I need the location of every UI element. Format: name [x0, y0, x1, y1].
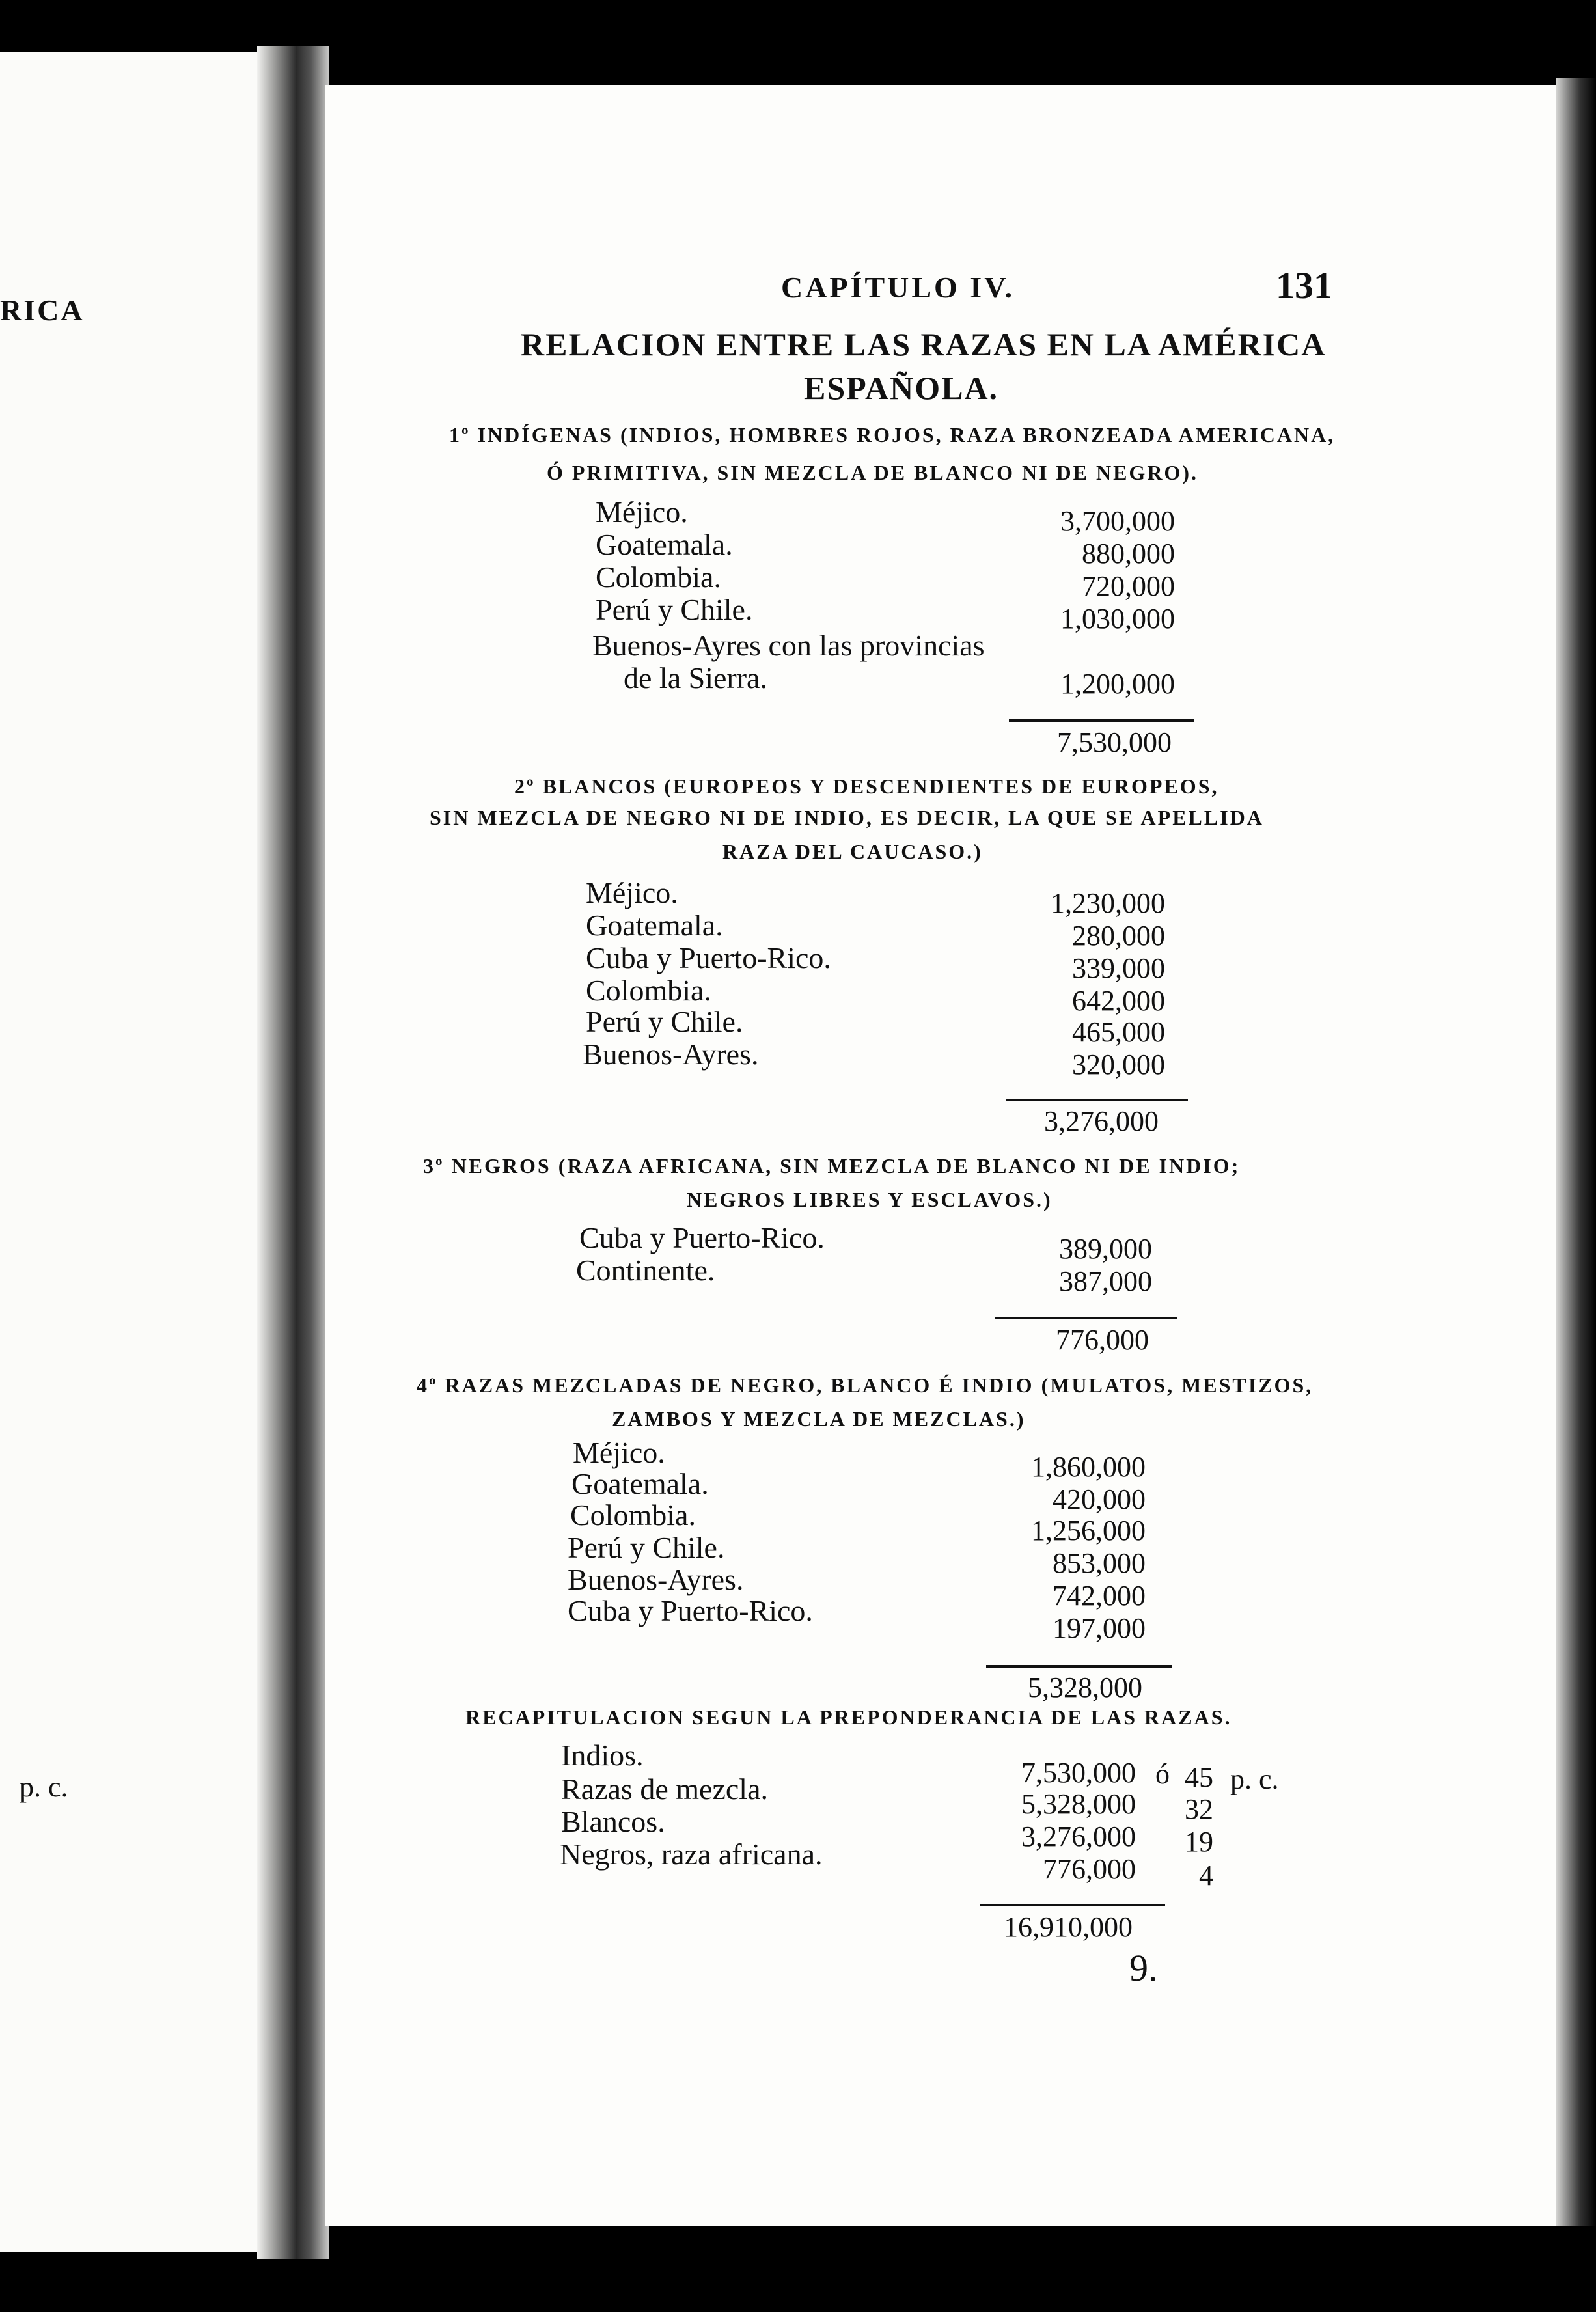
- sum-rule: [1009, 719, 1194, 722]
- book-gutter: [257, 46, 329, 2259]
- page-edge: [1556, 78, 1596, 2226]
- sum-rule: [986, 1665, 1172, 1668]
- recap-percent: 4: [1199, 1860, 1213, 1892]
- table-row-value: 1,860,000: [1031, 1451, 1146, 1483]
- sum-rule: [1006, 1099, 1188, 1101]
- previous-page-title-fragment: RICA: [0, 294, 85, 327]
- section-total: 776,000: [1056, 1324, 1149, 1356]
- table-row-value: 1,200,000: [1060, 668, 1175, 700]
- table-row-value: 642,000: [1072, 985, 1165, 1017]
- table-row-label: Méjico.: [596, 495, 688, 529]
- table-row-value: 853,000: [1053, 1547, 1146, 1579]
- recap-row-value: 3,276,000: [1021, 1821, 1136, 1852]
- recap-heading: RECAPITULACION SEGUN LA PREPONDERANCIA DE LAS RAZAS.: [465, 1705, 1232, 1729]
- table-row-value: 465,000: [1072, 1016, 1165, 1048]
- recap-conjunction: ó: [1155, 1758, 1170, 1790]
- table-row-label: Cuba y Puerto-Rico.: [568, 1594, 813, 1627]
- section-2-heading: RAZA DEL CAUCASO.): [722, 840, 983, 863]
- table-row-label: Goatemala.: [571, 1467, 709, 1500]
- recap-row-label: Indios.: [561, 1739, 644, 1772]
- section-4-heading: 4º RAZAS MEZCLADAS DE NEGRO, BLANCO É INDIO (MULATOS, MESTIZOS,: [417, 1373, 1314, 1397]
- table-row-value: 280,000: [1072, 920, 1165, 952]
- page-title-line2: ESPAÑOLA.: [804, 370, 999, 406]
- table-row-label: Buenos-Ayres.: [583, 1038, 759, 1071]
- table-row-label: Continente.: [576, 1254, 715, 1287]
- table-row-label: Méjico.: [586, 876, 678, 909]
- recap-percent: 45: [1185, 1761, 1213, 1793]
- recap-row-value: 776,000: [1043, 1853, 1136, 1885]
- table-row-label: Perú y Chile.: [586, 1005, 743, 1038]
- table-row-value: 387,000: [1059, 1265, 1152, 1297]
- signature-mark: 9.: [1129, 1947, 1158, 1989]
- sum-rule: [995, 1317, 1177, 1319]
- table-row-value: 320,000: [1072, 1049, 1165, 1080]
- table-row-value: 742,000: [1053, 1580, 1146, 1612]
- table-row-value: 720,000: [1082, 570, 1175, 602]
- page-title: RELACION ENTRE LAS RAZAS EN LA AMÉRICA: [521, 326, 1327, 363]
- table-row-label: Colombia.: [586, 974, 711, 1007]
- table-row-label: Perú y Chile.: [568, 1531, 725, 1564]
- table-row-value: 339,000: [1072, 952, 1165, 984]
- table-row-value: 3,700,000: [1060, 505, 1175, 537]
- table-row-label: de la Sierra.: [624, 661, 767, 695]
- table-row-label: Cuba y Puerto-Rico.: [586, 941, 831, 974]
- table-row-value: 880,000: [1082, 538, 1175, 570]
- sum-rule: [980, 1904, 1165, 1906]
- table-row-value: 197,000: [1053, 1612, 1146, 1644]
- section-total: 7,530,000: [1057, 726, 1172, 758]
- table-row-label: Goatemala.: [596, 528, 733, 561]
- table-row-value: 389,000: [1059, 1233, 1152, 1265]
- table-row-label: Méjico.: [573, 1436, 665, 1469]
- page-number: 131: [1276, 264, 1332, 307]
- recap-percent: 19: [1185, 1826, 1213, 1858]
- table-row-value: 1,030,000: [1060, 603, 1175, 635]
- table-row-label: Colombia.: [596, 560, 721, 594]
- previous-page-text-fragment: p. c.: [20, 1771, 68, 1803]
- running-header: CAPÍTULO IV.: [781, 271, 1015, 304]
- recap-total: 16,910,000: [1004, 1911, 1133, 1943]
- table-row-value: 1,256,000: [1031, 1515, 1146, 1547]
- recap-row-label: Negros, raza africana.: [560, 1837, 823, 1871]
- section-1-heading: Ó PRIMITIVA, SIN MEZCLA DE BLANCO NI DE NEGRO).: [547, 461, 1198, 484]
- table-row-value: 420,000: [1053, 1483, 1146, 1515]
- recap-percent: 32: [1185, 1793, 1213, 1825]
- section-3-heading: NEGROS LIBRES Y ESCLAVOS.): [687, 1188, 1053, 1211]
- section-2-heading: SIN MEZCLA DE NEGRO NI DE INDIO, ES DECIR, LA QUE SE APELLIDA: [430, 806, 1264, 829]
- table-row-label: Goatemala.: [586, 909, 723, 942]
- section-4-heading: ZAMBOS Y MEZCLA DE MEZCLAS.): [612, 1407, 1026, 1431]
- recap-row-value: 5,328,000: [1021, 1788, 1136, 1820]
- section-total: 5,328,000: [1028, 1672, 1142, 1703]
- table-row-label: Buenos-Ayres.: [568, 1563, 744, 1596]
- table-row-label: Perú y Chile.: [596, 593, 753, 626]
- table-row-label: Buenos-Ayres con las provincias: [592, 629, 985, 662]
- table-row-label: Cuba y Puerto-Rico.: [579, 1221, 825, 1254]
- previous-page: [0, 52, 257, 2252]
- section-1-heading: 1º INDÍGENAS (INDIOS, HOMBRES ROJOS, RAZA BRONZEADA AMERICANA,: [449, 423, 1336, 447]
- recap-row-label: Razas de mezcla.: [561, 1772, 768, 1806]
- recap-percent-unit: p. c.: [1230, 1763, 1279, 1795]
- table-row-value: 1,230,000: [1051, 887, 1165, 919]
- section-total: 3,276,000: [1044, 1105, 1159, 1137]
- section-2-heading: 2º BLANCOS (EUROPEOS Y DESCENDIENTES DE EUROPEOS,: [514, 775, 1219, 798]
- section-3-heading: 3º NEGROS (RAZA AFRICANA, SIN MEZCLA DE BLANCO NI DE INDIO;: [423, 1154, 1241, 1177]
- table-row-label: Colombia.: [570, 1498, 696, 1532]
- recap-row-label: Blancos.: [561, 1805, 665, 1838]
- recap-row-value: 7,530,000: [1021, 1757, 1136, 1789]
